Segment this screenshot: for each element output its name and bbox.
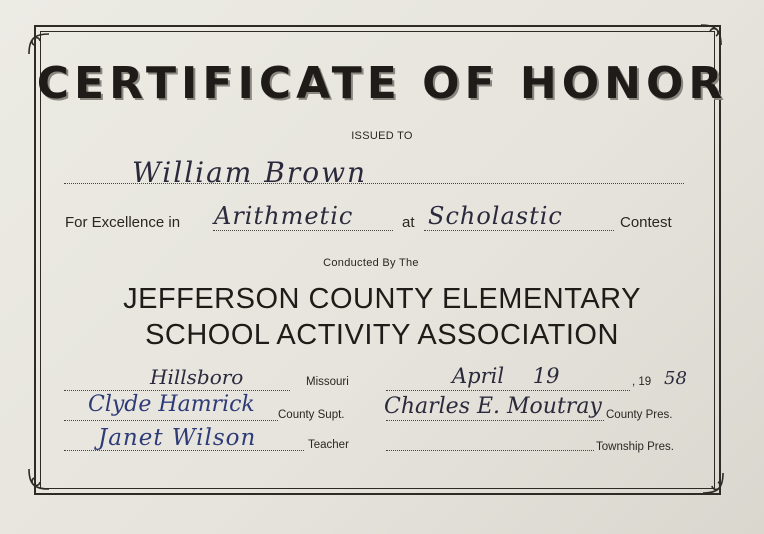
township-pres-label: Township Pres.	[596, 441, 674, 453]
association-line-1: JEFFERSON COUNTY ELEMENTARY	[123, 283, 641, 315]
county-supt-label: County Supt.	[278, 409, 345, 421]
county-pres-line	[386, 420, 604, 421]
certificate-title: CERTIFICATE OF HONOR	[36, 58, 728, 109]
teacher-label: Teacher	[308, 439, 349, 451]
teacher-signature: Janet Wilson	[98, 425, 257, 451]
excellence-label: For Excellence in	[65, 214, 181, 231]
corner-flourish-icon	[26, 31, 52, 57]
year-value: 58	[664, 368, 687, 389]
county-pres-label: County Pres.	[606, 409, 673, 421]
recipient-name: William Brown	[132, 156, 368, 189]
issued-to-label: ISSUED TO	[351, 130, 413, 142]
corner-flourish-icon	[698, 22, 724, 48]
conducted-by-label: Conducted By The	[323, 257, 419, 269]
state-label: Missouri	[306, 376, 349, 388]
county-supt-line	[64, 420, 278, 421]
town-value: Hillsboro	[150, 365, 244, 389]
county-pres-signature: Charles E. Moutray	[384, 394, 602, 419]
subject-line	[213, 230, 393, 231]
corner-flourish-icon	[700, 470, 726, 496]
year-prefix: , 19	[632, 376, 652, 388]
township-pres-line	[386, 450, 594, 451]
date-value: April 19	[452, 364, 560, 388]
at-label: at	[402, 214, 415, 231]
association-line-2: SCHOOL ACTIVITY ASSOCIATION	[145, 319, 619, 351]
town-line	[64, 390, 290, 391]
event-line	[424, 230, 614, 231]
contest-label: Contest	[620, 214, 672, 231]
date-line	[386, 390, 630, 391]
county-supt-signature: Clyde Hamrick	[88, 392, 255, 417]
event-value: Scholastic	[428, 202, 563, 230]
subject-value: Arithmetic	[214, 202, 354, 230]
corner-flourish-icon	[26, 466, 52, 492]
